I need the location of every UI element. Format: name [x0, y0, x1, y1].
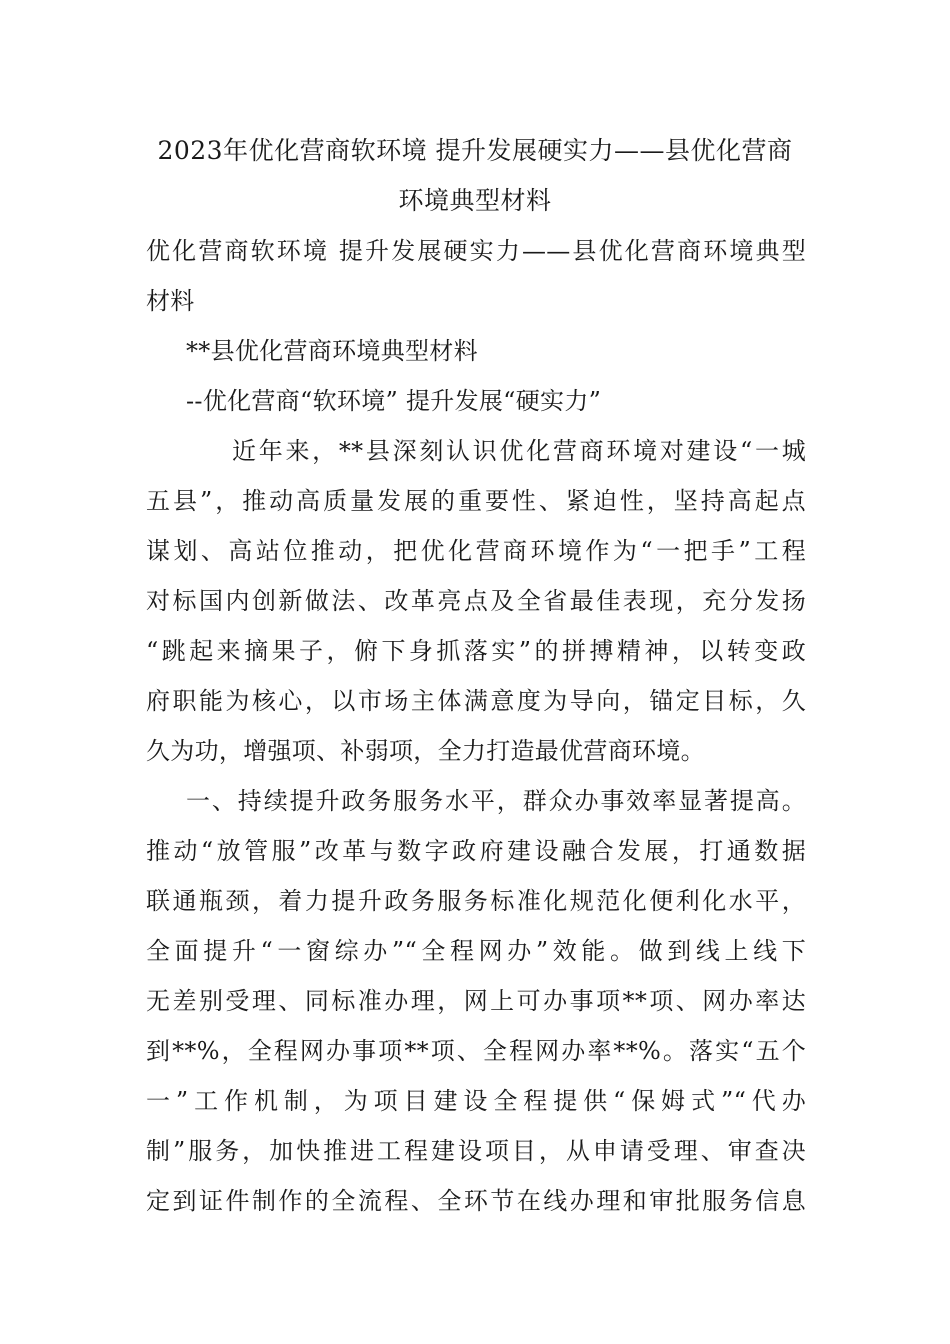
paragraph-line: 对标国内创新做法、改革亮点及全省最佳表现，充分发扬	[146, 587, 806, 615]
document-title	[140, 126, 810, 226]
paragraph-line: 谋划、高站位推动，把优化营商环境作为“一把手”工程	[146, 537, 806, 565]
paragraph-line: 到**%，全程网办事项**项、全程网办率**%。落实“五个	[146, 1037, 806, 1065]
paragraph-line: “跳起来摘果子，俯下身抓落实”的拼搏精神，以转变政	[146, 637, 806, 665]
paragraph-line: 定到证件制作的全流程、全环节在线办理和审批服务信息	[146, 1187, 806, 1215]
heading-tagline: --优化营商“软环境” 提升发展“硬实力”	[186, 387, 602, 415]
paragraph-line: 五县”，推动高质量发展的重要性、紧迫性，坚持高起点	[146, 487, 806, 515]
paragraph-line: 府职能为核心，以市场主体满意度为导向，锚定目标，久	[146, 687, 806, 715]
paragraph-line: 一”工作机制，为项目建设全程提供“保姆式”“代办	[146, 1087, 806, 1115]
title-line-2: 环境典型材料	[398, 186, 552, 215]
section-heading-1: 一、持续提升政务服务水平，群众办事效率显著提高。	[186, 787, 806, 815]
paragraph-line: 久为功，增强项、补弱项，全力打造最优营商环境。	[146, 737, 705, 765]
paragraph-line: 联通瓶颈，着力提升政务服务标准化规范化便利化水平，	[146, 887, 806, 915]
paragraph-line: 全面提升“一窗综办”“全程网办”效能。做到线上线下	[146, 937, 806, 965]
paragraph-line: 无差别受理、同标准办理，网上可办事项**项、网办率达	[146, 987, 806, 1015]
heading-county: **县优化营商环境典型材料	[186, 337, 478, 365]
subtitle-line-1: 优化营商软环境 提升发展硬实力——县优化营商环境典型	[146, 237, 806, 265]
paragraph-line: 制”服务，加快推进工程建设项目，从申请受理、审查决	[146, 1137, 806, 1165]
paragraph-line: 推动“放管服”改革与数字政府建设融合发展，打通数据	[146, 837, 806, 865]
paragraph-line: 近年来，**县深刻认识优化营商环境对建设“一城	[232, 437, 806, 465]
subtitle-line-2: 材料	[146, 287, 195, 315]
title-line-1: 2023年优化营商软环境 提升发展硬实力——县优化营商	[157, 136, 793, 165]
